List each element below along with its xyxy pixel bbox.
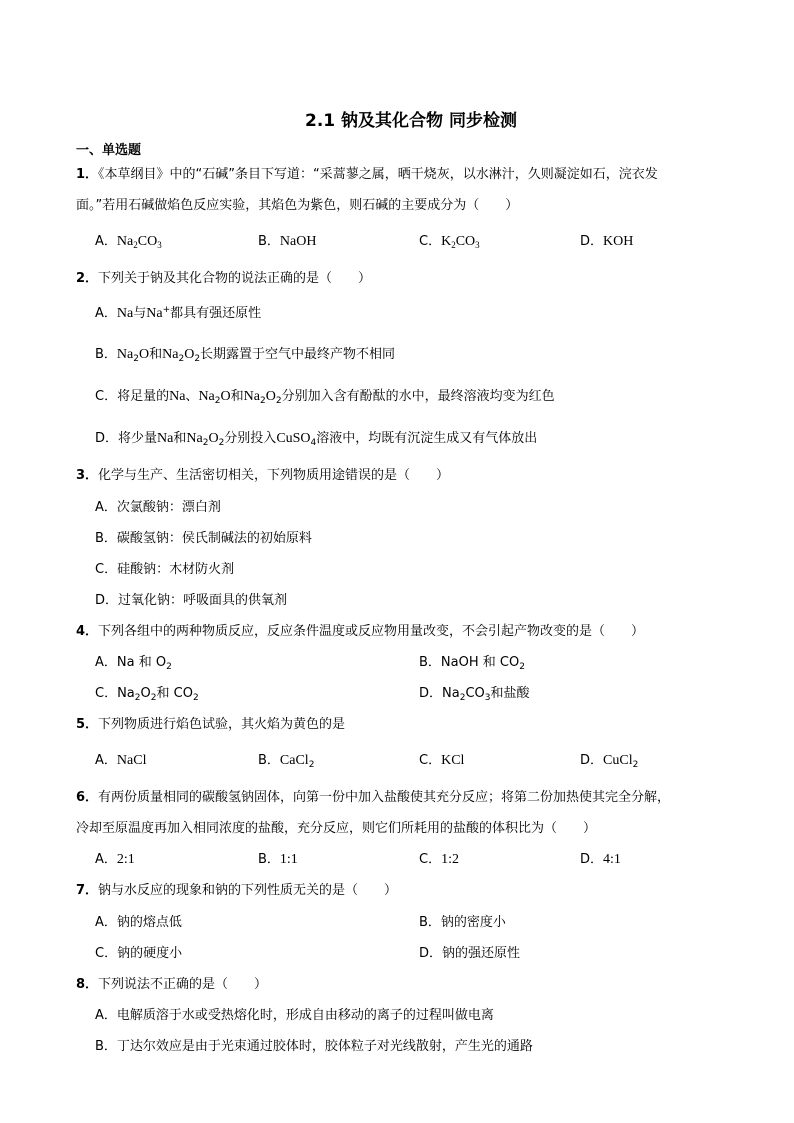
question-text: 钠与水反应的现象和钠的下列性质无关的是（ ） — [98, 883, 398, 898]
formula: O — [138, 347, 150, 362]
question-number: 4． — [76, 624, 99, 639]
formula: Na — [169, 389, 186, 404]
section-heading: 一、单选题 — [76, 143, 142, 158]
text: 和 — [230, 389, 244, 404]
q4-option-d[interactable] — [419, 684, 530, 704]
question-text: 下列各组中的两种物质反应，反应条件温度或反应物用量改变，不会引起产物改变的是（ ） — [98, 624, 645, 639]
subscript: 2 — [308, 760, 315, 770]
option-label: D． — [419, 686, 443, 701]
subscript: 2 — [166, 662, 172, 672]
text: 、 — [185, 389, 199, 404]
question-text: 下列物质进行焰色试验，其火焰为黄色的是 — [98, 717, 346, 732]
text: 溶液中，均既有沉淀生成又有气体放出 — [316, 431, 538, 446]
option-label: D． — [580, 852, 604, 867]
subscript: 3 — [475, 240, 480, 250]
question-2-stem — [76, 263, 756, 294]
question-7-stem — [76, 875, 756, 906]
formula: Na — [146, 306, 163, 321]
question-4-stem — [76, 616, 756, 647]
option-label: C． — [419, 234, 442, 249]
option-label: A． — [95, 234, 117, 249]
question-number: 2． — [76, 271, 99, 286]
subscript: 3 — [157, 240, 162, 250]
q6-option-b[interactable] — [258, 850, 298, 870]
question-number: 5． — [76, 717, 99, 732]
q4-option-c[interactable] — [95, 684, 199, 704]
q3-option-c[interactable]: C．硅酸钠：木材防火剂 — [95, 562, 235, 577]
question-text: 有两份质量相同的碳酸氢钠固体，向第一份中加入盐酸使其充分反应；将第二份加热使其完全分解， — [98, 790, 671, 805]
subscript: 2 — [178, 354, 185, 364]
q2-option-a[interactable] — [95, 304, 261, 324]
text: 与 — [133, 306, 147, 321]
option-label: C． — [95, 389, 118, 404]
q5-option-b[interactable] — [258, 751, 314, 771]
q1-option-b[interactable] — [258, 232, 316, 252]
q1-option-d[interactable] — [580, 232, 633, 252]
formula: CuCl — [603, 753, 633, 768]
formula: O — [184, 347, 195, 362]
text: 分别投入 — [224, 431, 277, 446]
formula: CO — [465, 686, 485, 701]
formula: Na — [116, 306, 134, 321]
option-label: A． — [95, 306, 117, 321]
q6-option-a[interactable] — [95, 850, 135, 870]
question-number: 7． — [76, 883, 99, 898]
option-label: B． — [95, 347, 117, 362]
formula-part: CO — [455, 234, 476, 249]
text: 和 — [173, 431, 187, 446]
formula: Na — [117, 686, 135, 701]
formula: O — [265, 389, 276, 404]
subscript: 2 — [218, 438, 225, 448]
option-label: A． — [95, 753, 117, 768]
question-number: 1． — [76, 167, 99, 182]
q1-option-c[interactable] — [419, 232, 480, 252]
q2-option-d[interactable] — [95, 429, 537, 449]
subscript: 2 — [150, 693, 157, 703]
q7-option-b[interactable]: B．钠的密度小 — [419, 915, 506, 930]
subscript: 2 — [451, 240, 456, 250]
ratio: 2:1 — [116, 852, 135, 867]
q7-option-a[interactable]: A．钠的熔点低 — [95, 915, 182, 930]
option-label: B． — [419, 655, 441, 670]
question-1-stem — [76, 159, 756, 190]
question-text: 冷却至原温度再加入相同浓度的盐酸，充分反应，则它们所耗用的盐酸的体积比为（ ） — [76, 821, 597, 836]
formula: Na — [243, 389, 260, 404]
text: 分别加入含有酚酞的水中，最终溶液均变为红色 — [281, 389, 555, 404]
ratio: 1:1 — [279, 852, 298, 867]
question-number: 3． — [76, 468, 99, 483]
subscript: 2 — [519, 662, 525, 672]
subscript: 2 — [202, 438, 209, 448]
formula: KOH — [603, 234, 634, 249]
q3-option-d[interactable]: D．过氧化钠：呼吸面具的供氧剂 — [95, 593, 288, 608]
formula: Na — [162, 347, 179, 362]
superscript: + — [162, 305, 171, 315]
formula: Na — [442, 686, 460, 701]
formula: CaCl — [279, 753, 309, 768]
q6-option-d[interactable] — [580, 850, 621, 870]
text: 都具有强还原性 — [170, 306, 262, 321]
formula: Na — [198, 389, 215, 404]
option-label: B． — [258, 234, 280, 249]
formula: Na — [157, 431, 174, 446]
q3-option-b[interactable]: B．碳酸氢钠：侯氏制碱法的初始原料 — [95, 531, 312, 546]
question-5-stem — [76, 709, 756, 740]
question-1-stem-cont — [76, 190, 756, 221]
subscript: 2 — [275, 396, 282, 406]
option-label: D． — [580, 234, 604, 249]
q6-option-c[interactable] — [419, 850, 459, 870]
option-label: C． — [419, 753, 442, 768]
q4-option-b[interactable] — [419, 653, 525, 673]
q3-option-a[interactable]: A．次氯酸钠：漂白剂 — [95, 500, 221, 515]
subscript: 2 — [192, 693, 199, 703]
subscript: 2 — [133, 240, 138, 250]
q5-option-a[interactable] — [95, 751, 146, 771]
text: 长期露置于空气中最终产物不相同 — [200, 347, 396, 362]
q8-option-b[interactable]: B．丁达尔效应是由于光束通过胶体时，胶体粒子对光线散射，产生光的通路 — [95, 1039, 533, 1054]
ratio: 1:2 — [441, 852, 459, 867]
question-text: 《本草纲目》中的“石碱”条目下写道：“采蒿蓼之属，晒干烧灰，以水淋汁，久则凝淀如石，浣衣发 — [98, 167, 658, 182]
formula: Na 和 O — [116, 655, 167, 670]
subscript: 2 — [632, 760, 639, 770]
q2-option-c[interactable] — [95, 387, 555, 407]
formula: Na — [186, 431, 203, 446]
option-label: B． — [258, 852, 280, 867]
question-text: 下列说法不正确的是（ ） — [98, 977, 268, 992]
subscript: 2 — [194, 354, 201, 364]
formula: O — [208, 431, 219, 446]
q4-option-a[interactable] — [95, 653, 172, 673]
formula: CuSO — [276, 431, 311, 446]
q8-option-a[interactable]: A．电解质溶于水或受热熔化时，形成自由移动的离子的过程叫做电离 — [95, 1008, 494, 1023]
subscript: 4 — [310, 438, 317, 448]
q5-option-c[interactable] — [419, 751, 464, 771]
text: 将少量 — [118, 431, 158, 446]
ratio: 4:1 — [603, 852, 621, 867]
q2-option-b[interactable] — [95, 345, 395, 365]
subscript: 2 — [459, 693, 466, 703]
subscript: 2 — [214, 396, 221, 406]
option-label: B． — [258, 753, 280, 768]
formula: NaCl — [116, 753, 147, 768]
document-title: 2.1 钠及其化合物 同步检测 — [305, 111, 517, 131]
subscript: 2 — [134, 693, 141, 703]
text: 和盐酸 — [490, 686, 530, 701]
question-3-stem — [76, 460, 756, 491]
formula — [117, 234, 162, 249]
option-label: D． — [580, 753, 604, 768]
question-text: 面。”若用石碱做焰色反应实验，其焰色为紫色，则石碱的主要成分为（ ） — [76, 198, 519, 213]
q5-option-d[interactable] — [580, 751, 638, 771]
option-label: C． — [419, 852, 442, 867]
q7-option-c[interactable]: C．钠的硬度小 — [95, 946, 183, 961]
formula: 和 CO — [156, 686, 193, 701]
option-label: A． — [95, 655, 117, 670]
option-label: C． — [95, 686, 118, 701]
subscript: 2 — [133, 354, 139, 364]
question-text: 化学与生产、生活密切相关，下列物质用途错误的是（ ） — [98, 468, 450, 483]
formula: Na — [116, 347, 134, 362]
text: 和 — [149, 347, 163, 362]
formula — [441, 234, 480, 249]
question-number: 6． — [76, 790, 99, 805]
formula: NaOH 和 CO — [440, 655, 520, 670]
formula: KCl — [441, 753, 465, 768]
subscript: 3 — [484, 693, 491, 703]
q7-option-d[interactable]: D．钠的强还原性 — [419, 946, 521, 961]
question-number: 8． — [76, 977, 99, 992]
option-label: D． — [95, 431, 119, 446]
subscript: 2 — [259, 396, 266, 406]
q1-option-a[interactable] — [95, 232, 162, 252]
formula-part: CO — [137, 234, 158, 249]
option-label: A． — [95, 852, 117, 867]
question-8-stem — [76, 969, 756, 1000]
formula: NaOH — [279, 234, 317, 249]
text: 将足量的 — [117, 389, 170, 404]
formula-part: K — [441, 234, 452, 249]
formula: O — [140, 686, 151, 701]
formula-part: Na — [116, 234, 134, 249]
question-6-stem — [76, 782, 756, 813]
formula: O — [220, 389, 231, 404]
question-6-stem-cont — [76, 813, 756, 844]
question-text: 下列关于钠及其化合物的说法正确的是（ ） — [98, 271, 372, 286]
